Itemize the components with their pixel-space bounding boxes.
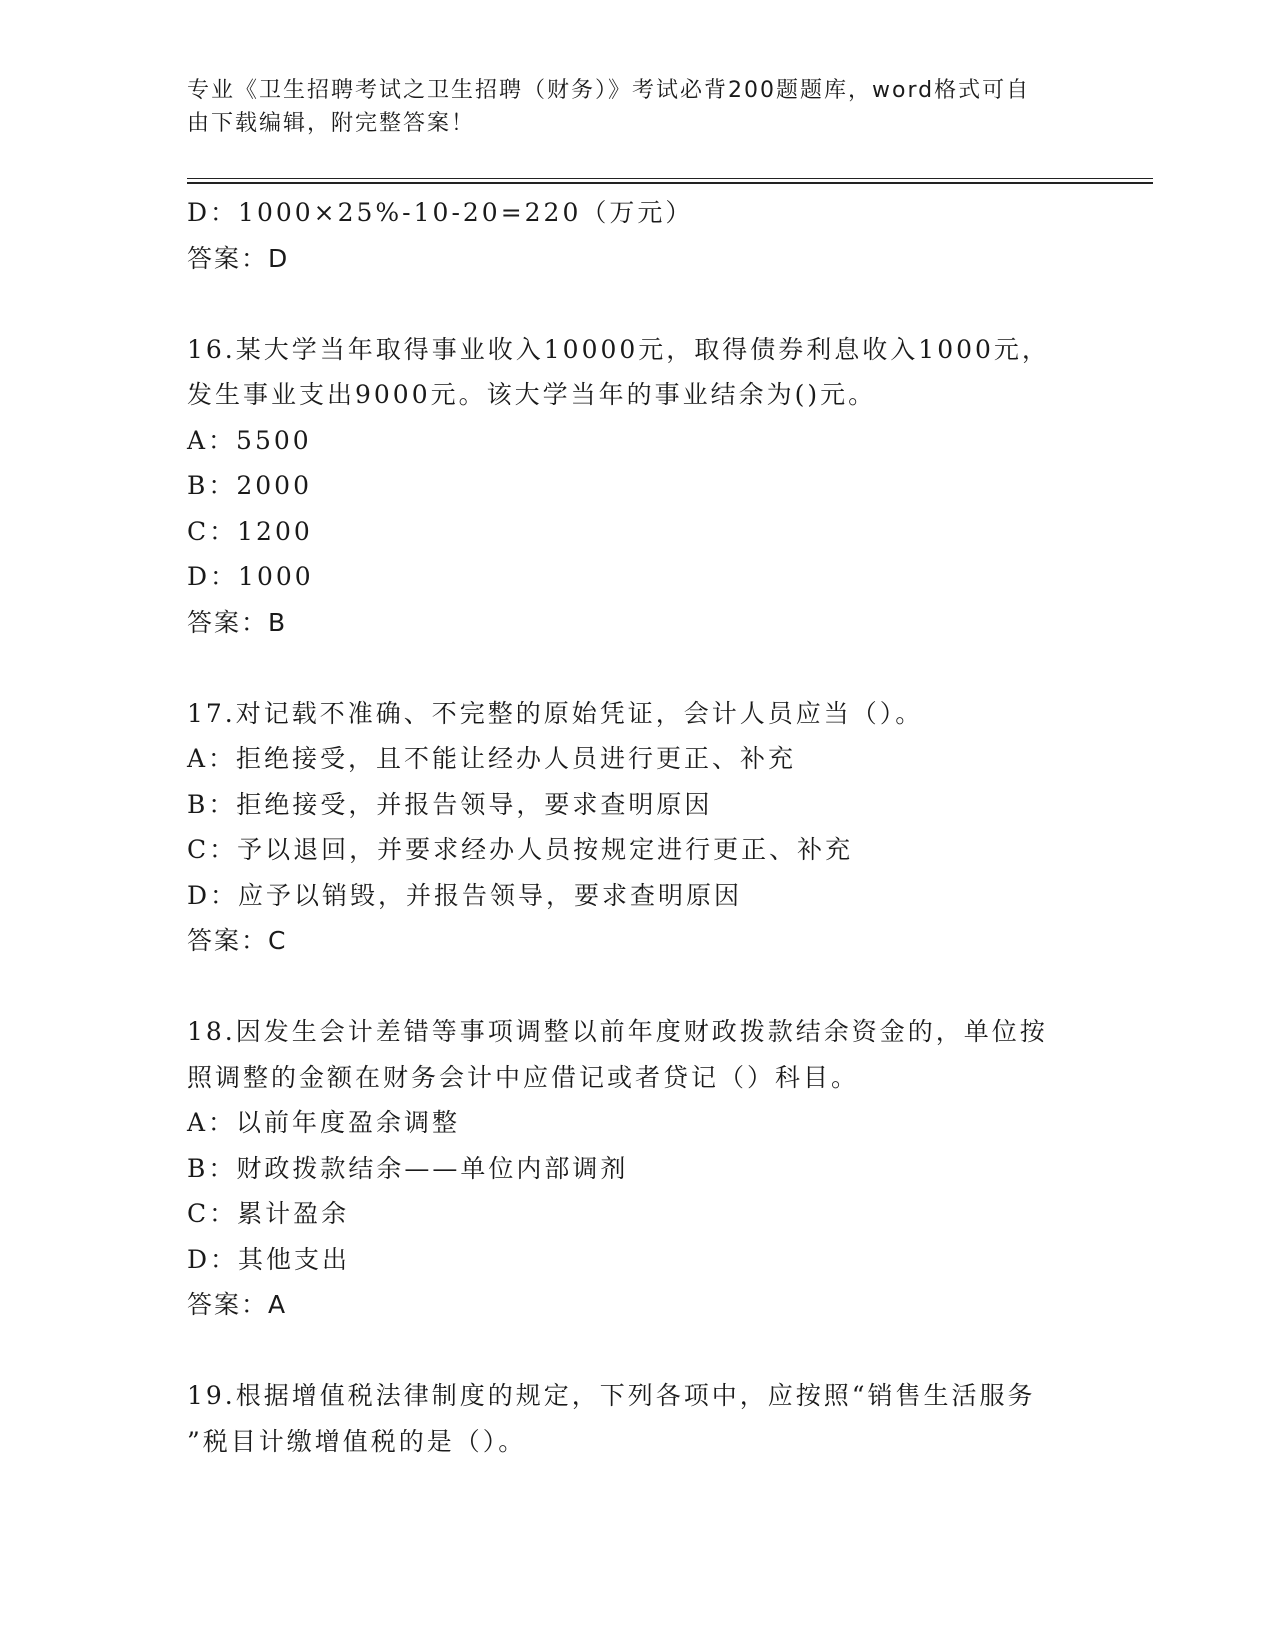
answer: 答案：A xyxy=(187,1290,288,1319)
question-stem: 19.根据增值税法律制度的规定，下列各项中，应按照“销售生活服务 xyxy=(187,1381,1036,1410)
document-body xyxy=(187,190,1087,1464)
answer: 答案：C xyxy=(187,926,288,955)
option-b: B：拒绝接受，并报告领导，要求查明原因 xyxy=(187,789,713,819)
option-b: B：财政拨款结余——单位内部调剂 xyxy=(187,1153,629,1183)
question-stem: 18.因发生会计差错等事项调整以前年度财政拨款结余资金的，单位按 xyxy=(187,1017,1048,1046)
option-b: B：2000 xyxy=(187,471,312,500)
option-d: D：其他支出 xyxy=(187,1244,351,1274)
answer: 答案：B xyxy=(187,607,288,637)
question-19 xyxy=(187,1373,1087,1464)
option-a: A：以前年度盈余调整 xyxy=(187,1108,461,1137)
option-c: C：累计盈余 xyxy=(187,1199,350,1228)
question-stem: 发生事业支出9000元。该大学当年的事业结余为()元。 xyxy=(187,380,877,409)
spacer xyxy=(187,964,1087,1010)
header-divider-thick xyxy=(187,182,1153,184)
header-line-1: 专业《卫生招聘考试之卫生招聘（财务）》考试必背200题题库，word格式可自 xyxy=(187,78,1031,103)
question-stem: 17.对记载不准确、不完整的原始凭证，会计人员应当（）。 xyxy=(187,698,924,728)
question-stem: 照调整的金额在财务会计中应借记或者贷记（）科目。 xyxy=(187,1062,860,1092)
option-d: D：应予以销毁，并报告领导，要求查明原因 xyxy=(187,880,743,910)
prev-option-d: D：1000×25%-10-20=220（万元） xyxy=(187,198,694,227)
question-16 xyxy=(187,327,1087,646)
page-header xyxy=(187,74,1067,140)
question-stem: ”税目计缴增值税的是（）。 xyxy=(187,1426,527,1456)
option-a: A：拒绝接受，且不能让经办人员进行更正、补充 xyxy=(187,744,797,773)
spacer xyxy=(187,1328,1087,1374)
option-a: A：5500 xyxy=(187,425,312,455)
question-18 xyxy=(187,1009,1087,1328)
header-line-2: 由下载编辑，附完整答案！ xyxy=(187,111,476,136)
question-17 xyxy=(187,691,1087,964)
prev-answer: 答案：D xyxy=(187,243,290,273)
option-c: C：1200 xyxy=(187,516,313,546)
option-d: D：1000 xyxy=(187,562,314,591)
question-stem: 16.某大学当年取得事业收入10000元，取得债券利息收入1000元， xyxy=(187,334,1050,364)
spacer xyxy=(187,281,1087,327)
spacer xyxy=(187,645,1087,691)
header-divider-thin xyxy=(187,178,1153,179)
option-c: C：予以退回，并要求经办人员按规定进行更正、补充 xyxy=(187,835,854,864)
